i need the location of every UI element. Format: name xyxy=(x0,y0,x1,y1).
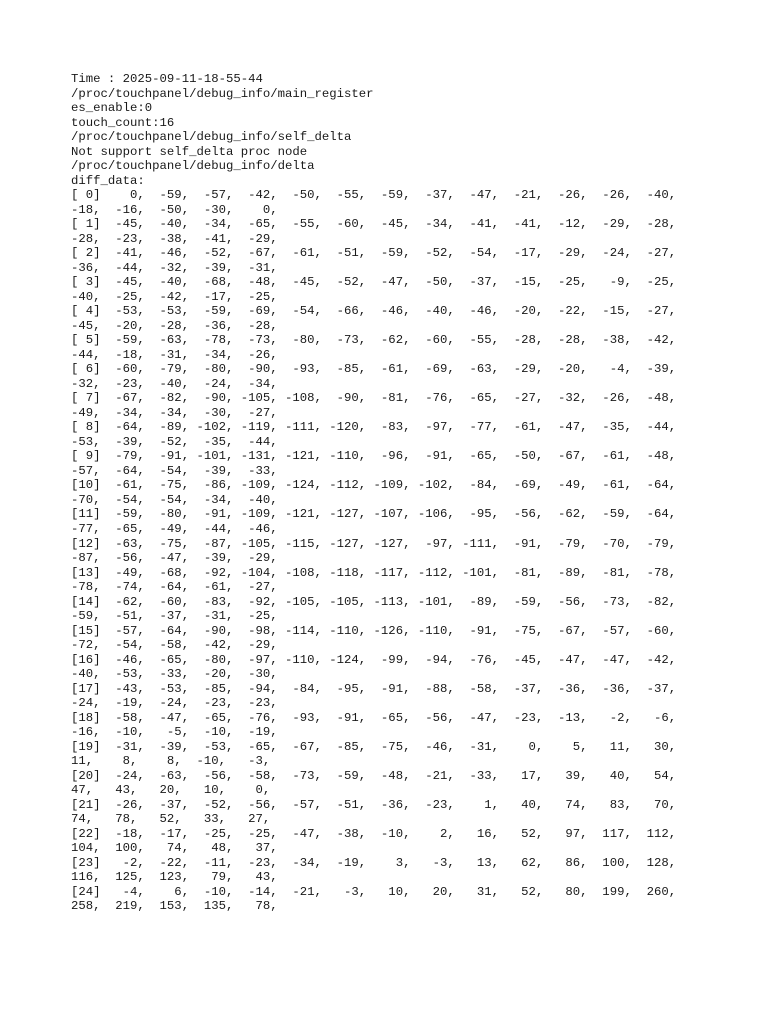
text-line: Time : 2025-09-11-18-55-44 xyxy=(71,72,263,86)
text-line: [ 9] -79, -91, -101, -131, -121, -110, -96, -91, -65, -50, -67, -61, -48, xyxy=(71,449,677,464)
text-line: [ 4] -53, -53, -59, -69, -54, -66, -46, -40, -46, -20, -22, -15, -27, xyxy=(71,304,677,319)
text-line: [ 3] -45, -40, -68, -48, -45, -52, -47, -50, -37, -15, -25, -9, -25, xyxy=(71,275,677,290)
text-line: 47, 43, 20, 10, 0, xyxy=(71,783,271,798)
text-line: 116, 125, 123, 79, 43, xyxy=(71,870,278,885)
text-line: -45, -20, -28, -36, -28, xyxy=(71,318,278,333)
text-line: [22] -18, -17, -25, -25, -47, -38, -10, 2, 16, 52, 97, 117, 112, xyxy=(71,826,677,841)
text-line: -57, -64, -54, -39, -33, xyxy=(71,463,278,478)
text-line: [ 6] -60, -79, -80, -90, -93, -85, -61, -69, -63, -29, -20, -4, -39, xyxy=(71,362,677,377)
text-line: [12] -63, -75, -87, -105, -115, -127, -127, -97, -111, -91, -79, -70, -79, xyxy=(71,536,677,551)
text-line: -77, -65, -49, -44, -46, xyxy=(71,521,278,536)
text-line: -40, -25, -42, -17, -25, xyxy=(71,289,278,304)
text-line: /proc/touchpanel/debug_info/delta xyxy=(71,159,315,174)
text-line: [11] -59, -80, -91, -109, -121, -127, -107, -106, -95, -56, -62, -59, -64, xyxy=(71,507,677,522)
text-line: -78, -74, -64, -61, -27, xyxy=(71,580,278,595)
text-line: [20] -24, -63, -56, -58, -73, -59, -48, -21, -33, 17, 39, 40, 54, xyxy=(71,768,677,783)
text-line: [ 5] -59, -63, -78, -73, -80, -73, -62, -60, -55, -28, -28, -38, -42, xyxy=(71,333,677,348)
text-line: -59, -51, -37, -31, -25, xyxy=(71,609,278,624)
text-line: 74, 78, 52, 33, 27, xyxy=(71,812,271,827)
text-line: [ 1] -45, -40, -34, -65, -55, -60, -45, -34, -41, -41, -12, -29, -28, xyxy=(71,217,677,232)
text-line: -53, -39, -52, -35, -44, xyxy=(71,434,278,449)
text-line: [24] -4, 6, -10, -14, -21, -3, 10, 20, 31, 52, 80, 199, 260, xyxy=(71,884,677,899)
text-line: 11, 8, 8, -10, -3, xyxy=(71,754,271,769)
text-line: [ 8] -64, -89, -102, -119, -111, -120, -83, -97, -77, -61, -47, -35, -44, xyxy=(71,420,677,435)
text-line: -36, -44, -32, -39, -31, xyxy=(71,260,278,275)
text-line: [14] -62, -60, -83, -92, -105, -105, -113, -101, -89, -59, -56, -73, -82, xyxy=(71,594,677,609)
text-line: [ 2] -41, -46, -52, -67, -61, -51, -59, -52, -54, -17, -29, -24, -27, xyxy=(71,246,677,261)
text-line: [17] -43, -53, -85, -94, -84, -95, -91, -88, -58, -37, -36, -36, -37, xyxy=(71,681,677,696)
text-line: 258, 219, 153, 135, 78, xyxy=(71,899,278,914)
text-line: [23] -2, -22, -11, -23, -34, -19, 3, -3, 13, 62, 86, 100, 128, xyxy=(71,855,677,870)
text-line: [16] -46, -65, -80, -97, -110, -124, -99, -94, -76, -45, -47, -47, -42, xyxy=(71,652,677,667)
text-line: -32, -23, -40, -24, -34, xyxy=(71,376,278,391)
text-line: diff_data: xyxy=(71,173,145,188)
text-line: [ 0] 0, -59, -57, -42, -50, -55, -59, -37, -47, -21, -26, -26, -40, xyxy=(71,188,677,203)
text-line: -40, -53, -33, -20, -30, xyxy=(71,667,278,682)
debug-text-document xyxy=(71,72,751,914)
text-line: Not support self_delta proc node xyxy=(71,144,308,159)
text-line: -49, -34, -34, -30, -27, xyxy=(71,405,278,420)
text-line: -16, -10, -5, -10, -19, xyxy=(71,725,278,740)
text-line: -87, -56, -47, -39, -29, xyxy=(71,551,278,566)
text-line: [13] -49, -68, -92, -104, -108, -118, -117, -112, -101, -81, -89, -81, -78, xyxy=(71,565,677,580)
text-line: /proc/touchpanel/debug_info/self_delta xyxy=(71,130,352,145)
text-line: touch_count:16 xyxy=(71,115,175,130)
text-line: es_enable:0 xyxy=(71,101,153,116)
text-line: -70, -54, -54, -34, -40, xyxy=(71,492,278,507)
text-line: 104, 100, 74, 48, 37, xyxy=(71,841,278,856)
text-line: [18] -58, -47, -65, -76, -93, -91, -65, -56, -47, -23, -13, -2, -6, xyxy=(71,710,677,725)
text-line: [19] -31, -39, -53, -65, -67, -85, -75, -46, -31, 0, 5, 11, 30, xyxy=(71,739,677,754)
text-line: -24, -19, -24, -23, -23, xyxy=(71,696,278,711)
text-line: -18, -16, -50, -30, 0, xyxy=(71,202,278,217)
text-line: -72, -54, -58, -42, -29, xyxy=(71,638,278,653)
text-line: [ 7] -67, -82, -90, -105, -108, -90, -81, -76, -65, -27, -32, -26, -48, xyxy=(71,391,677,406)
text-line: [10] -61, -75, -86, -109, -124, -112, -109, -102, -84, -69, -49, -61, -64, xyxy=(71,478,677,493)
text-line: [21] -26, -37, -52, -56, -57, -51, -36, -23, 1, 40, 74, 83, 70, xyxy=(71,797,677,812)
text-line: [15] -57, -64, -90, -98, -114, -110, -126, -110, -91, -75, -67, -57, -60, xyxy=(71,623,677,638)
text-line: -44, -18, -31, -34, -26, xyxy=(71,347,278,362)
text-line: /proc/touchpanel/debug_info/main_register xyxy=(71,86,374,101)
text-line: -28, -23, -38, -41, -29, xyxy=(71,231,278,246)
